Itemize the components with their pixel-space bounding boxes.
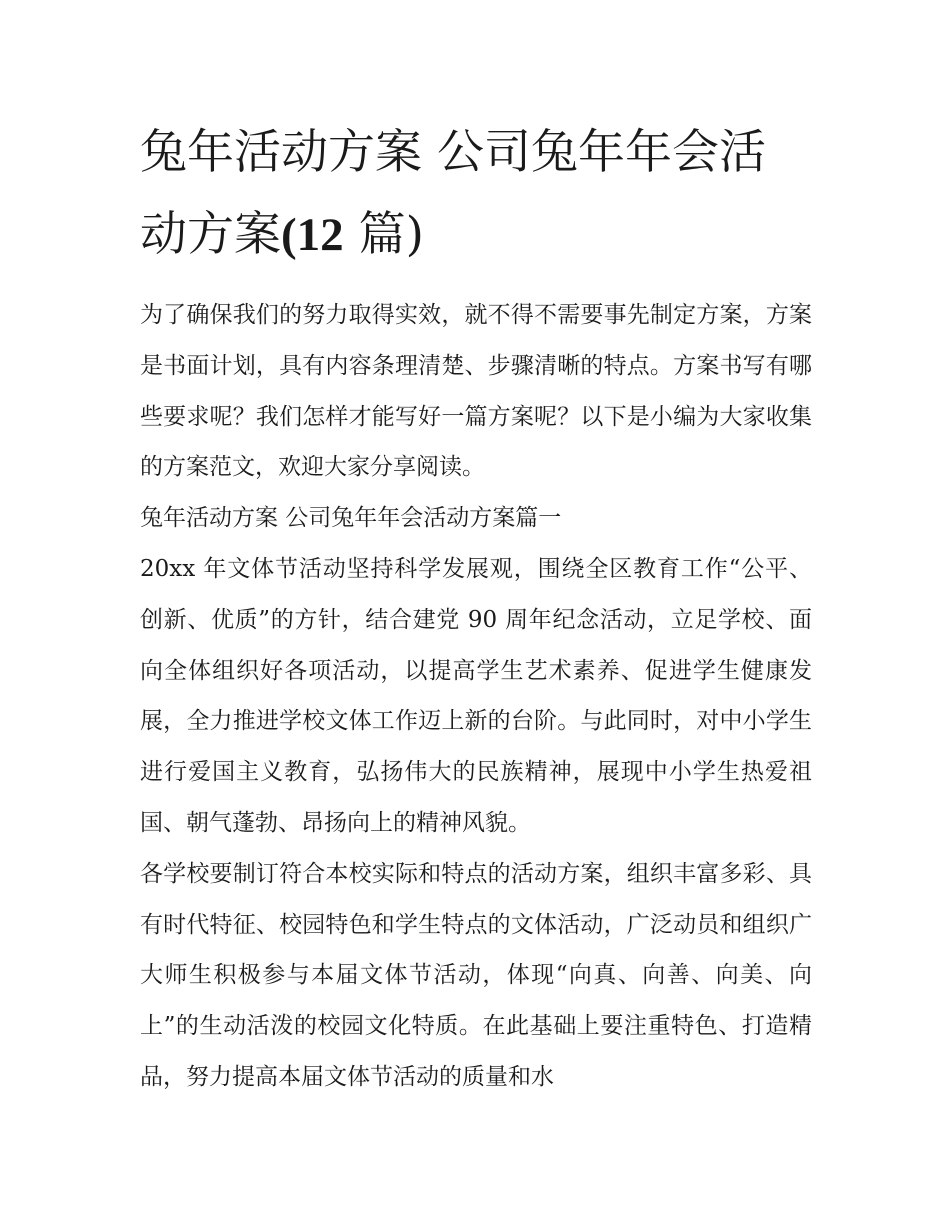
- body-paragraph-requirements: 各学校要制订符合本校实际和特点的活动方案，组织丰富多彩、具有时代特征、校园特色和学生特点的文体活动，广泛动员和组织广大师生积极参与本届文体节活动，体现“向真、向善、向美、向上”的生动活泼的校园文化特质。在此基础上要注重特色、打造精品，努力提高本届文体节活动的质量和水: [140, 860, 812, 1090]
- title-text-main: 兔年活动方案 公司兔年年会活动方案: [140, 125, 766, 262]
- title-text-count: (12: [281, 209, 344, 261]
- intro-paragraph: 为了确保我们的努力取得实效，就不得不需要事先制定方案，方案是书面计划，具有内容条理清楚、步骤清晰的特点。方案书写有哪些要求呢？我们怎样才能写好一篇方案呢？以下是小编为大家收集的方案范文，欢迎大家分享阅读。: [140, 302, 812, 481]
- section-heading-part-one: 兔年活动方案 公司兔年年会活动方案篇一: [140, 505, 562, 532]
- document-page: [140, 112, 812, 1103]
- title-text-suffix: 篇): [343, 207, 424, 262]
- document-title: [140, 112, 812, 276]
- body-paragraph-guideline: 20xx 年文体节活动坚持科学发展观，围绕全区教育工作“公平、创新、优质”的方针，结合建党 90 周年纪念活动，立足学校、面向全体组织好各项活动，以提高学生艺术素养、促进学生健康发展，全力推进学校文体工作迈上新的台阶。与此同时，对中小学生进行爱国主义教育，弘扬伟大的民族精神，展现中小学生热爱祖国、朝气蓬勃、昂扬向上的精神风貌。: [140, 555, 812, 836]
